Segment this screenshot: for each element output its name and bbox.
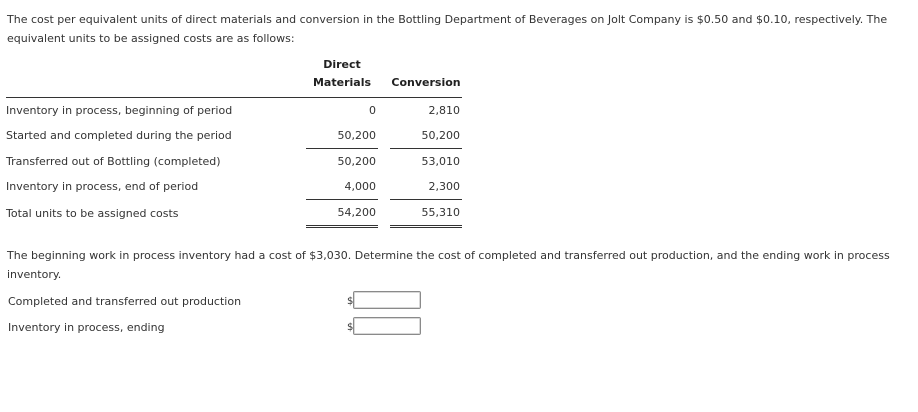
conversion-total: 55,310 xyxy=(390,200,462,227)
header-dm-line2: Materials xyxy=(312,76,372,89)
dm-value: 4,000 xyxy=(306,174,378,200)
table-row xyxy=(6,98,462,124)
question-text: The beginning work in process inventory had a cost of $3,030. Determine the cost of completed and transferred out production, and the ending work in process inventory. xyxy=(7,249,890,281)
row-label: Transferred out of Bottling (completed) xyxy=(6,154,221,168)
dm-total: 54,200 xyxy=(306,200,378,227)
header-dm-line1: Direct xyxy=(323,58,361,71)
answer-row-completed xyxy=(8,291,428,313)
intro-text: The cost per equivalent units of direct materials and conversion in the Bottling Department of Beverages on Jolt Company is $0.50 and $0.10, respectively. The equivalent units to be assigned costs are as follows: xyxy=(7,13,888,45)
currency-symbol: $ xyxy=(347,296,354,307)
answer-label-completed: Completed and transferred out production xyxy=(8,295,242,308)
conversion-value: 2,810 xyxy=(428,104,460,117)
dm-value: 50,200 xyxy=(306,123,378,149)
currency-symbol: $ xyxy=(347,322,354,333)
dm-value: 0 xyxy=(369,104,376,117)
table-row-total xyxy=(6,200,462,227)
row-label: Inventory in process, beginning of period xyxy=(6,104,233,117)
answer-row-ending xyxy=(8,317,428,339)
table-row xyxy=(6,174,462,200)
table-row xyxy=(6,123,462,149)
conversion-value: 2,300 xyxy=(390,174,462,200)
conversion-value: 53,010 xyxy=(421,155,460,168)
ending-inventory-input[interactable] xyxy=(353,317,421,335)
dm-value: 50,200 xyxy=(337,155,376,168)
header-direct-materials xyxy=(306,56,378,97)
table-row xyxy=(6,149,462,175)
completed-transferred-input[interactable] xyxy=(353,291,421,309)
equivalent-units-table xyxy=(6,56,462,228)
row-label: Inventory in process, end of period xyxy=(6,180,199,194)
answer-label-ending: Inventory in process, ending xyxy=(8,321,165,334)
conversion-value: 50,200 xyxy=(390,123,462,149)
row-label: Total units to be assigned costs xyxy=(6,206,179,220)
header-conversion: Conversion xyxy=(391,76,461,89)
row-label: Started and completed during the period xyxy=(6,129,232,143)
